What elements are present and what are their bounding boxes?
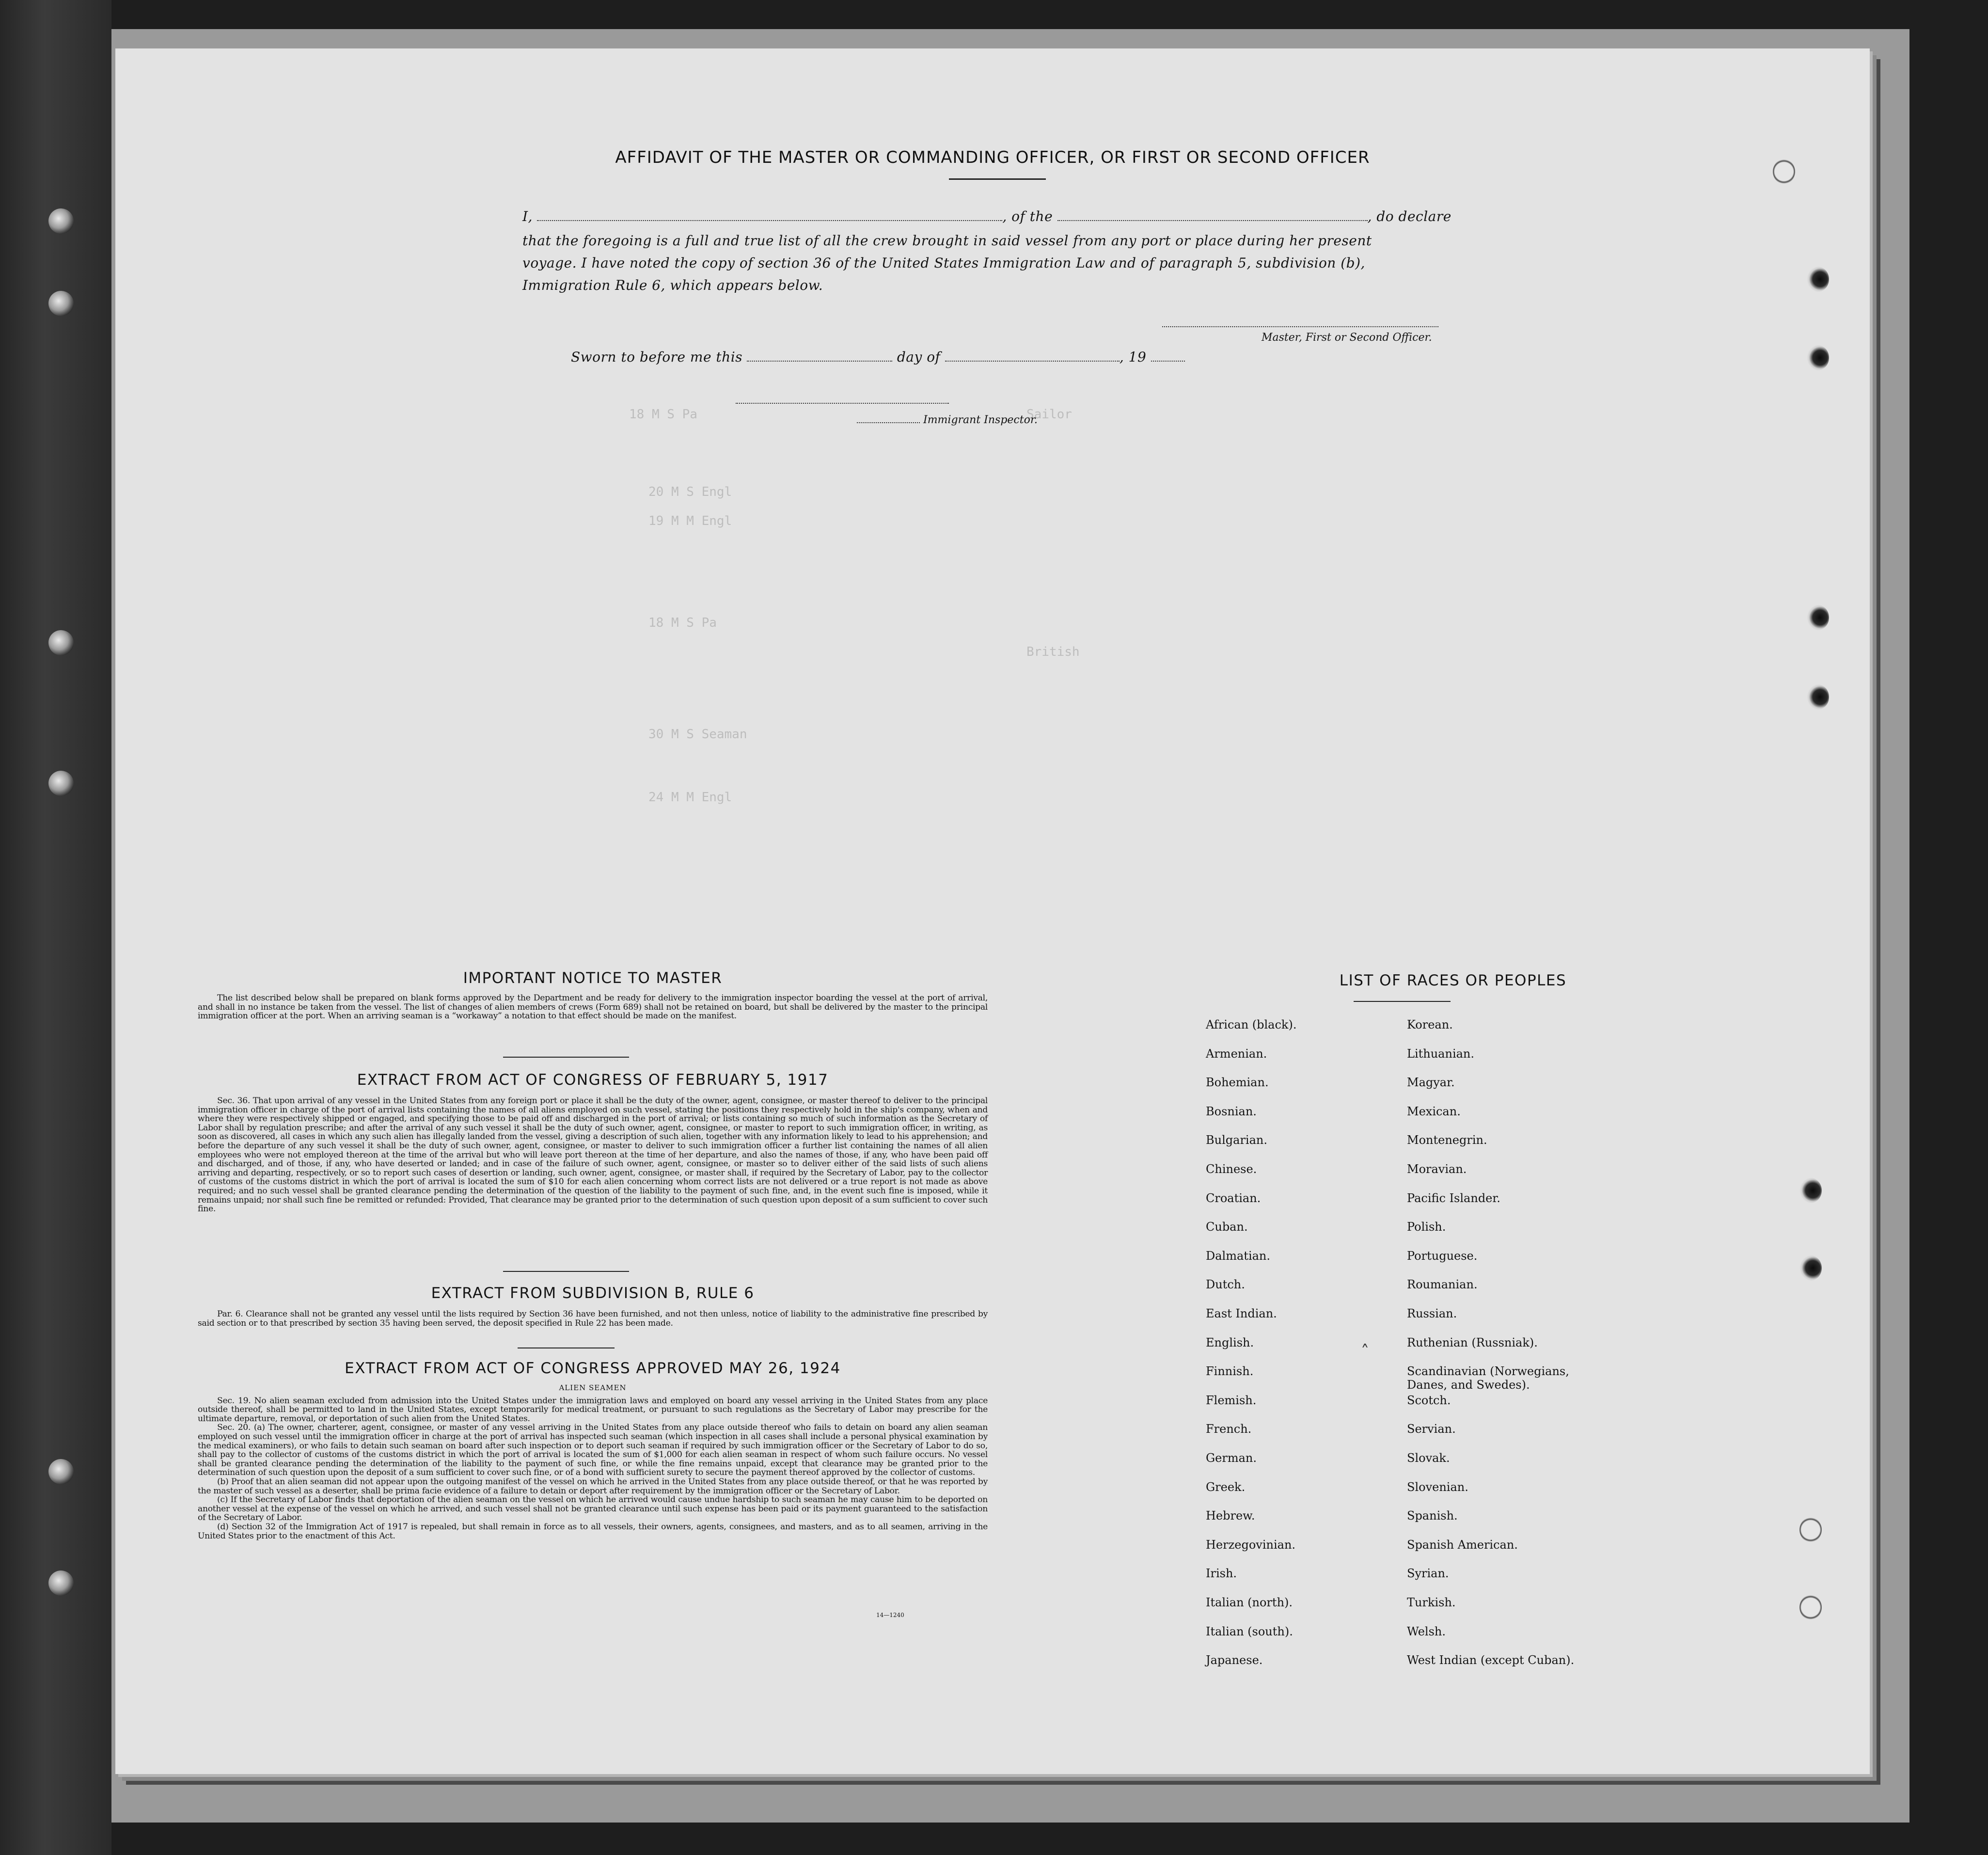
- binder-ring: [48, 1570, 74, 1596]
- punch-hole: [1807, 345, 1829, 370]
- race-item: Montenegrin.: [1407, 1133, 1487, 1147]
- extract-rule6-body: [198, 1310, 988, 1328]
- race-item: Dutch.: [1206, 1278, 1245, 1292]
- affidavit-text-line: voyage. I have noted the copy of section 36 of the United States Immigration Law and of paragraph 5, subdivision (b),: [522, 255, 1365, 271]
- race-item: Armenian.: [1206, 1046, 1267, 1061]
- race-item: English.: [1206, 1335, 1254, 1349]
- bleed-through-text: 18 M S Pa: [648, 616, 717, 630]
- races-title-rule: [1354, 1001, 1451, 1002]
- section-20c-paragraph: (c) If the Secretary of Labor finds that deportation of the alien seaman on the vessel on which he arrived would cause undue hardship to such seaman he may cause him to be deported on another vessel at the expense of the vessel on which he arrived, and such vessel shall not be granted clearance until such expense has been paid or its payment guaranteed to the satisfaction of the Secretary of Labor.: [198, 1495, 988, 1523]
- form-number: 14—1240: [876, 1612, 904, 1618]
- race-item: West Indian (except Cuban).: [1407, 1653, 1575, 1667]
- notice-title: IMPORTANT NOTICE TO MASTER: [463, 969, 723, 987]
- affidavit-title: AFFIDAVIT OF THE MASTER OR COMMANDING OFFICER, OR FIRST OR SECOND OFFICER: [615, 148, 1370, 167]
- sworn-day-field[interactable]: [747, 360, 892, 362]
- pen-mark: ˄: [1361, 1342, 1369, 1361]
- affidavit-text-line: that the foregoing is a full and true list of all the crew brought in said vessel from any port or place during her present: [522, 233, 1372, 249]
- race-item: Croatian.: [1206, 1191, 1261, 1205]
- race-item: French.: [1206, 1422, 1252, 1436]
- race-item: Korean.: [1407, 1018, 1453, 1031]
- punch-hole: [1799, 1255, 1822, 1281]
- notice-paragraph: The list described below shall be prepared on blank forms approved by the Department and be ready for delivery to the immigration inspector boarding the vessel at the port of arrival, and shall in no instance be taken from the vessel. The list of changes of alien members of crews (Form 689) shall not be retained on board, but shall be delivered by the master to the principal immigration officer at the port. When an arriving seaman is a “workaway” a notation to that effect should be made on the manifest.: [198, 993, 988, 1021]
- extract-1924-title: EXTRACT FROM ACT OF CONGRESS APPROVED MAY 26, 1924: [345, 1360, 841, 1377]
- race-item: Italian (north).: [1206, 1596, 1293, 1609]
- affidavit-text-line: Immigration Rule 6, which appears below.: [522, 277, 823, 293]
- race-item: Bulgarian.: [1206, 1133, 1267, 1147]
- bleed-through-text: Sailor: [1026, 407, 1072, 422]
- extract-1924-body: [198, 1383, 988, 1540]
- punch-hole: [1807, 267, 1829, 292]
- race-item: Bohemian.: [1206, 1076, 1269, 1090]
- binder-ring: [48, 630, 74, 655]
- race-item: Italian (south).: [1206, 1624, 1293, 1638]
- declare-text: , do declare: [1367, 208, 1452, 224]
- extract-1917-body: [198, 1096, 988, 1214]
- race-item: Russian.: [1407, 1307, 1457, 1320]
- paragraph-6: Par. 6. Clearance shall not be granted any vessel until the lists required by Section 36 have been furnished, and not then unless, notice of liability to the administrative fine prescribed by said section or to that prescribed by section 35 having been served, the deposit specified in Rule 22 has been made.: [198, 1309, 988, 1328]
- sworn-line: [571, 349, 1185, 365]
- punch-hole: [1799, 1517, 1822, 1542]
- punch-hole: [1799, 1595, 1822, 1620]
- extract-rule6-title: EXTRACT FROM SUBDIVISION B, RULE 6: [431, 1284, 755, 1302]
- year-prefix: , 19: [1119, 349, 1147, 365]
- race-item: Portuguese.: [1407, 1249, 1478, 1263]
- declarant-name-field[interactable]: [537, 220, 1002, 221]
- punch-hole: [1807, 605, 1829, 630]
- race-item: Scandinavian (Norwegians, Danes, and Swedes).: [1407, 1364, 1569, 1392]
- race-item: Pacific Islander.: [1407, 1191, 1500, 1205]
- bleed-through-text: 18 M S Pa: [629, 407, 697, 422]
- race-item: Hebrew.: [1206, 1509, 1255, 1523]
- section-19-paragraph: Sec. 19. No alien seaman excluded from admission into the United States under the immigration laws and employed on board any vessel arriving in the United States from any place outside thereof, shall be permitted to land in the United States, except temporarily for medical treatment, or pursuant to such regulations as the Secretary of Labor may prescribe for the ultimate departure, removal, or deportation of such alien from the United States.: [198, 1395, 988, 1424]
- sworn-prefix: Sworn to before me this: [571, 349, 743, 365]
- race-item: Syrian.: [1407, 1567, 1449, 1581]
- inspector-signature-field[interactable]: [736, 402, 949, 404]
- race-item: Moravian.: [1407, 1162, 1467, 1176]
- punch-hole: [1799, 1178, 1822, 1203]
- alien-seamen-subtitle: ALIEN SEAMEN: [559, 1383, 627, 1392]
- race-item: Japanese.: [1206, 1653, 1263, 1667]
- race-item: Cuban.: [1206, 1220, 1248, 1234]
- race-item: Spanish American.: [1407, 1538, 1518, 1552]
- bleed-through-text: 30 M S Seaman: [648, 727, 747, 742]
- divider: [503, 1271, 629, 1272]
- race-item: Magyar.: [1407, 1076, 1455, 1090]
- master-signature-field[interactable]: [1162, 326, 1438, 327]
- race-item: Greek.: [1206, 1480, 1246, 1494]
- sworn-month-field[interactable]: [945, 360, 1120, 362]
- binder-ring: [48, 291, 74, 316]
- race-item: Slovenian.: [1407, 1480, 1468, 1494]
- race-item: Lithuanian.: [1407, 1046, 1475, 1061]
- master-signature-label: Master, First or Second Officer.: [1262, 332, 1432, 344]
- race-item: Polish.: [1407, 1220, 1446, 1234]
- declarant-line: [522, 208, 1452, 224]
- race-item: Irish.: [1206, 1567, 1237, 1581]
- section-20d-paragraph: (d) Section 32 of the Immigration Act of 1917 is repealed, but shall remain in force as to all vessels, their owners, agents, consignees, and masters, and as to all seamen, arriving in the United States prior to the enactment of this Act.: [198, 1522, 988, 1541]
- sworn-year-field[interactable]: [1151, 360, 1185, 362]
- binder-ring: [48, 208, 74, 234]
- notice-body: [198, 994, 988, 1021]
- vessel-name-field[interactable]: [1057, 220, 1368, 221]
- bleed-through-text: 20 M S Engl: [648, 485, 732, 499]
- section-20a-paragraph: Sec. 20. (a) The owner, charterer, agent, consignee, or master of any vessel arriving in the United States from any place outside thereof who fails to detain on board any alien seaman employed on such vessel until the immigration officer in charge at the port of arrival has inspected such seaman (which inspection in all cases shall include a personal physical examination by the medical examiners), or who fails to detain such seaman on board after such inspection or to deport such seaman if required by such immigration officer or the Secretary of Labor to do so, shall pay to the collector of customs of the customs district in which the port of arrival is located the sum of $1,000 for each alien seaman in respect of whom such failure occurs. No vessel shall be granted clearance pending the determination of the liability to the payment of such fine, or while the fine remains unpaid, except that clearance may be granted prior to the determination of such question upon the deposit of a sum sufficient to cover such fine, or of a bond with sufficient surety to secure the payment thereof approved by the collector of customs.: [198, 1423, 988, 1478]
- vessel-prefix: , of the: [1002, 208, 1053, 224]
- race-item: Ruthenian (Russniak).: [1407, 1335, 1538, 1349]
- race-item: German.: [1206, 1451, 1257, 1465]
- bleed-through-text: 19 M M Engl: [648, 514, 732, 528]
- race-item: Turkish.: [1407, 1596, 1456, 1609]
- race-item: African (black).: [1206, 1018, 1297, 1031]
- binder-ring: [48, 771, 74, 796]
- race-item: Welsh.: [1407, 1624, 1446, 1638]
- section-36-paragraph: Sec. 36. That upon arrival of any vessel in the United States from any foreign port or place it shall be the duty of the owner, agent, consignee, or master thereof to deliver to the principal immigration officer in charge of the port of arrival lists containing the names of all aliens employed on such vessel, stating the positions they respectively hold in the ship's company, when and where they were respectively shipped or engaged, and specifying those to be paid off and discharged in the port of arrival; or lists containing so much of such information as the Secretary of Labor shall by regulation prescribe; and after the arrival of any such vessel it shall be the duty of such owner, agent, consignee, or master to report to such immigration officer, in writing, as soon as discovered, all cases in which any such alien has illegally landed from the vessel, giving a description of such alien, together with any information likely to lead to his apprehension; and before the departure of any such vessel it shall be the duty of such owner, agent, consignee, or master to deliver to such immigration officer a further list containing the names of all alien employees who were not employed thereon at the time of the arrival but who will leave port thereon at the time of her departure, and also the names of those, if any, who have been paid off and discharged, and of those, if any, who have deserted or landed; and in case of the failure of such owner, agent, consignee, or master so to deliver either of the said lists of such aliens arriving and departing, respectively, or so to report such cases of desertion or landing, such owner, agent, consignee, or master shall, if required by the Secretary of Labor, pay to the collector of customs of the customs district in which the port of arrival is located the sum of $10 for each alien concerning whom correct lists are not delivered or a true report is not made as above required; and no such vessel shall be granted clearance pending the determination of the question of the liability to the payment of such fine, and, in the event such fine is imposed, while it remains unpaid; nor shall such fine be remitted or refunded: Provided, That clearance may be granted prior to the determination of such question upon deposit of a sum sufficient to cover such fine.: [198, 1096, 988, 1214]
- day-of-label: day of: [897, 349, 941, 365]
- race-item: Slovak.: [1407, 1451, 1450, 1465]
- race-item: Flemish.: [1206, 1393, 1257, 1407]
- binder-ring: [48, 1459, 74, 1484]
- race-item: Mexican.: [1407, 1104, 1461, 1118]
- race-item: Bosnian.: [1206, 1104, 1257, 1118]
- punch-hole: [1807, 684, 1829, 710]
- races-title: LIST OF RACES OR PEOPLES: [1339, 972, 1567, 989]
- inspector-label-text: Immigrant Inspector.: [923, 414, 1038, 426]
- bleed-through-text: British: [1026, 645, 1080, 659]
- race-item: Scotch.: [1407, 1393, 1451, 1407]
- divider: [503, 1057, 629, 1058]
- race-item: Spanish.: [1407, 1509, 1458, 1523]
- race-item: Finnish.: [1206, 1364, 1254, 1379]
- title-rule: [949, 178, 1046, 180]
- race-item: Herzegovinian.: [1206, 1538, 1296, 1552]
- inspector-label: [857, 414, 1038, 426]
- section-20b-paragraph: (b) Proof that an alien seaman did not appear upon the outgoing manifest of the vessel on which he arrived in the United States from any place outside thereof, or that he was reported by the master of such vessel as a deserter, shall be prima facie evidence of a failure to detain or deport after requirement by the immigration officer or the Secretary of Labor.: [198, 1476, 988, 1496]
- race-item: Dalmatian.: [1206, 1249, 1271, 1263]
- document-page: [115, 48, 1870, 1774]
- race-item: Roumanian.: [1407, 1278, 1478, 1292]
- race-item: Servian.: [1407, 1422, 1456, 1436]
- race-item: Chinese.: [1206, 1162, 1257, 1176]
- declarant-prefix: I,: [522, 208, 533, 224]
- inspector-dots: [857, 422, 920, 423]
- race-item: East Indian.: [1206, 1307, 1277, 1320]
- bleed-through-text: 24 M M Engl: [648, 790, 732, 805]
- extract-1917-title: EXTRACT FROM ACT OF CONGRESS OF FEBRUARY 5, 1917: [357, 1071, 829, 1089]
